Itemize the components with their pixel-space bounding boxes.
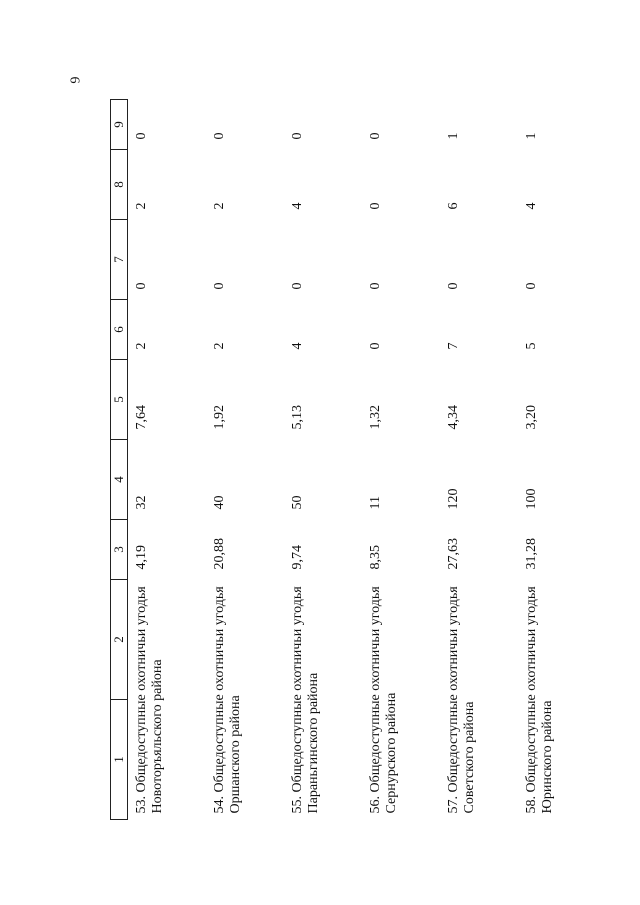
cell-name: 58. Общедоступные охотничьи угодья Юринского района — [524, 586, 555, 814]
cell-name: 57. Общедоступные охотничьи угодья Советского района — [446, 586, 477, 814]
header-cell-6: 6 — [111, 300, 128, 360]
header-cell-7: 7 — [111, 220, 128, 300]
cell-c5: 7,64 — [134, 405, 149, 430]
header-cell-3: 3 — [111, 520, 128, 580]
cell-c6: 5 — [524, 342, 539, 350]
cell-c7: 0 — [446, 282, 461, 290]
cell-c3: 27,63 — [446, 538, 461, 570]
cell-c5: 1,92 — [212, 405, 227, 430]
cell-name: 55. Общедоступные охотничьи угодья Параньгинского района — [290, 586, 321, 814]
cell-name: 53. Общедоступные охотничьи угодья Новоторъяльского района — [134, 586, 165, 814]
table-row — [206, 100, 284, 820]
cell-c7: 0 — [212, 282, 227, 290]
header-cell-8: 8 — [111, 150, 128, 220]
cell-c9: 0 — [368, 132, 383, 140]
cell-c8: 0 — [368, 202, 383, 210]
cell-c8: 4 — [290, 202, 305, 210]
cell-c9: 0 — [134, 132, 149, 140]
cell-c6: 4 — [290, 342, 305, 350]
cell-c7: 0 — [290, 282, 305, 290]
cell-c5: 1,32 — [368, 405, 383, 430]
cell-c3: 20,88 — [212, 538, 227, 570]
cell-c5: 3,20 — [524, 405, 539, 430]
header-cell-1: 1 — [111, 700, 128, 820]
cell-c7: 0 — [368, 282, 383, 290]
cell-c3: 4,19 — [134, 545, 149, 570]
cell-c9: 1 — [524, 132, 539, 140]
cell-c9: 0 — [290, 132, 305, 140]
cell-c3: 8,35 — [368, 545, 383, 570]
table-row — [518, 100, 596, 820]
header-cell-5: 5 — [111, 360, 128, 440]
cell-c4: 32 — [134, 495, 149, 510]
cell-c4: 50 — [290, 495, 305, 510]
header-cell-2: 2 — [111, 580, 128, 700]
cell-c4: 120 — [446, 488, 461, 510]
header-cell-9: 9 — [111, 100, 128, 150]
cell-c7: 0 — [134, 282, 149, 290]
cell-c8: 2 — [134, 202, 149, 210]
rotated-table-container — [110, 100, 555, 820]
cell-c4: 11 — [368, 496, 383, 510]
cell-c8: 6 — [446, 202, 461, 210]
cell-c5: 5,13 — [290, 405, 305, 430]
cell-c3: 9,74 — [290, 545, 305, 570]
cell-c5: 4,34 — [446, 405, 461, 430]
header-row — [111, 100, 128, 820]
cell-c6: 2 — [212, 342, 227, 350]
header-cell-4: 4 — [111, 440, 128, 520]
table-row — [440, 100, 518, 820]
table-row — [362, 100, 440, 820]
cell-c8: 4 — [524, 202, 539, 210]
cell-c6: 7 — [446, 342, 461, 350]
cell-c3: 31,28 — [524, 538, 539, 570]
cell-c4: 100 — [524, 488, 539, 510]
cell-c9: 1 — [446, 132, 461, 140]
cell-c6: 0 — [368, 342, 383, 350]
data-table — [110, 99, 596, 820]
cell-c6: 2 — [134, 342, 149, 350]
cell-c9: 0 — [212, 132, 227, 140]
cell-c4: 40 — [212, 495, 227, 510]
cell-name: 54. Общедоступные охотничьи угодья Оршанского района — [212, 586, 243, 814]
page-number: 6 — [66, 76, 82, 84]
cell-c7: 0 — [524, 282, 539, 290]
table-row — [284, 100, 362, 820]
table-row — [128, 100, 207, 820]
cell-c8: 2 — [212, 202, 227, 210]
cell-name: 56. Общедоступные охотничьи угодья Сернурского района — [368, 586, 399, 814]
